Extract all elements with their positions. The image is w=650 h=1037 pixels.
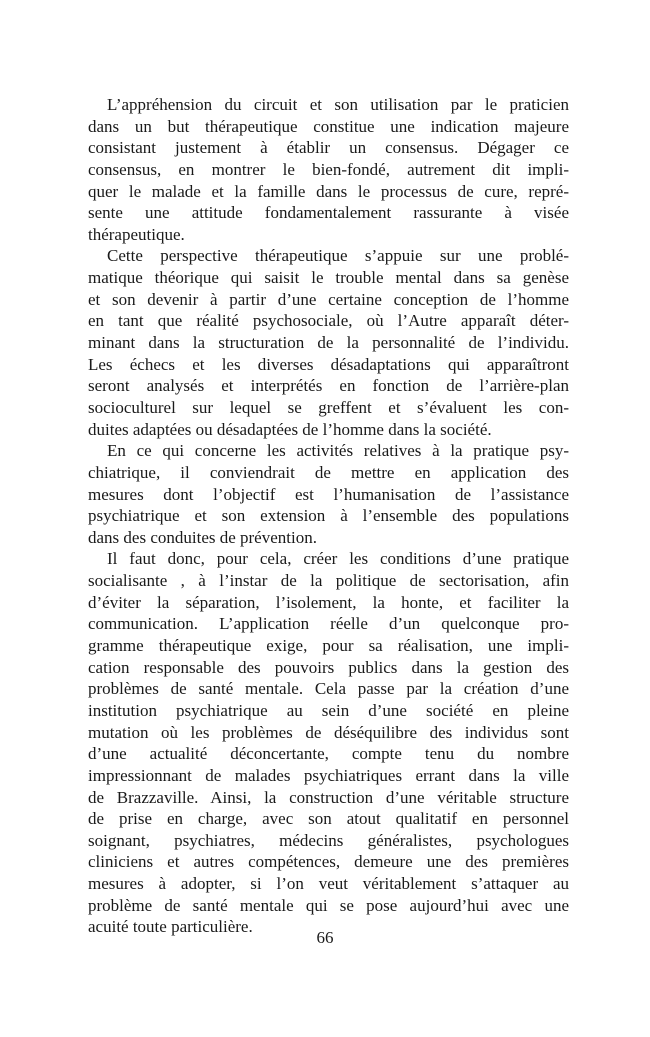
text-line: de prise en charge, avec son atout qualitatif en personnel	[88, 809, 569, 829]
text-line: socioculturel sur lequel se greffent et s’évaluent les con-	[88, 397, 569, 417]
text-line: chiatrique, il conviendrait de mettre en application des	[88, 462, 569, 482]
text-line: thérapeutique.	[88, 224, 185, 244]
text-line: Il faut donc, pour cela, créer les conditions d’une pratique	[107, 549, 569, 569]
text-line: communication. L’application réelle d’un quelconque pro-	[88, 614, 569, 634]
page-number: 66	[316, 928, 334, 947]
text-line: Cette perspective thérapeutique s’appuie sur une problé-	[107, 246, 569, 266]
paragraph	[88, 245, 569, 440]
text-line: quer le malade et la famille dans le processus de cure, repré-	[88, 181, 569, 201]
text-line: cation responsable des pouvoirs publics dans la gestion des	[88, 657, 569, 677]
text-line: socialisante , à l’instar de la politique de sectorisation, afin	[88, 571, 569, 591]
text-line: consistant justement à établir un consensus. Dégager ce	[88, 138, 569, 158]
paragraph	[88, 548, 569, 938]
text-line: cliniciens et autres compétences, demeure une des premières	[88, 852, 569, 872]
text-line: mesures à adopter, si l’on veut véritablement s’attaquer au	[88, 874, 569, 894]
text-line: mesures dont l’objectif est l’humanisation de l’assistance	[88, 484, 569, 504]
text-line: de Brazzaville. Ainsi, la construction d’une véritable structure	[88, 787, 569, 807]
text-line: dans des conduites de prévention.	[88, 527, 317, 547]
text-line: acuité toute particulière.	[88, 917, 253, 937]
text-line: minant dans la structuration de la personnalité de l’individu.	[88, 333, 569, 353]
page-body	[88, 94, 569, 938]
text-line: problèmes de santé mentale. Cela passe par la création d’une	[88, 679, 569, 699]
text-line: mutation où les problèmes de déséquilibre des individus sont	[88, 722, 569, 742]
text-line: matique théorique qui saisit le trouble mental dans sa genèse	[88, 268, 569, 288]
text-line: sente une attitude fondamentalement rassurante à visée	[88, 203, 569, 223]
paragraph	[88, 94, 569, 245]
text-line: gramme thérapeutique exige, pour sa réalisation, une impli-	[88, 636, 569, 656]
text-line: seront analysés et interprétés en fonction de l’arrière-plan	[88, 376, 569, 396]
text-line: consensus, en montrer le bien-fondé, autrement dit impli-	[88, 159, 569, 179]
paragraph	[88, 440, 569, 548]
text-line: psychiatrique et son extension à l’ensemble des populations	[88, 506, 569, 526]
text-line: duites adaptées ou désadaptées de l’homme dans la société.	[88, 419, 492, 439]
text-line: dans un but thérapeutique constitue une indication majeure	[88, 116, 569, 136]
text-line: problème de santé mentale qui se pose aujourd’hui avec une	[88, 895, 569, 915]
text-line: En ce qui concerne les activités relatives à la pratique psy-	[107, 441, 569, 461]
text-line: soignant, psychiatres, médecins généralistes, psychologues	[88, 830, 569, 850]
text-line: Les échecs et les diverses désadaptations qui apparaîtront	[88, 354, 569, 374]
text-line: d’une actualité déconcertante, compte tenu du nombre	[88, 744, 569, 764]
text-line: L’appréhension du circuit et son utilisation par le praticien	[107, 95, 569, 114]
text-line: impressionnant de malades psychiatriques errant dans la ville	[88, 765, 569, 785]
text-line: institution psychiatrique au sein d’une société en pleine	[88, 700, 569, 720]
text-line: et son devenir à partir d’une certaine conception de l’homme	[88, 289, 569, 309]
text-line: en tant que réalité psychosociale, où l’Autre apparaît déter-	[88, 311, 569, 331]
text-line: d’éviter la séparation, l’isolement, la honte, et faciliter la	[88, 592, 569, 612]
